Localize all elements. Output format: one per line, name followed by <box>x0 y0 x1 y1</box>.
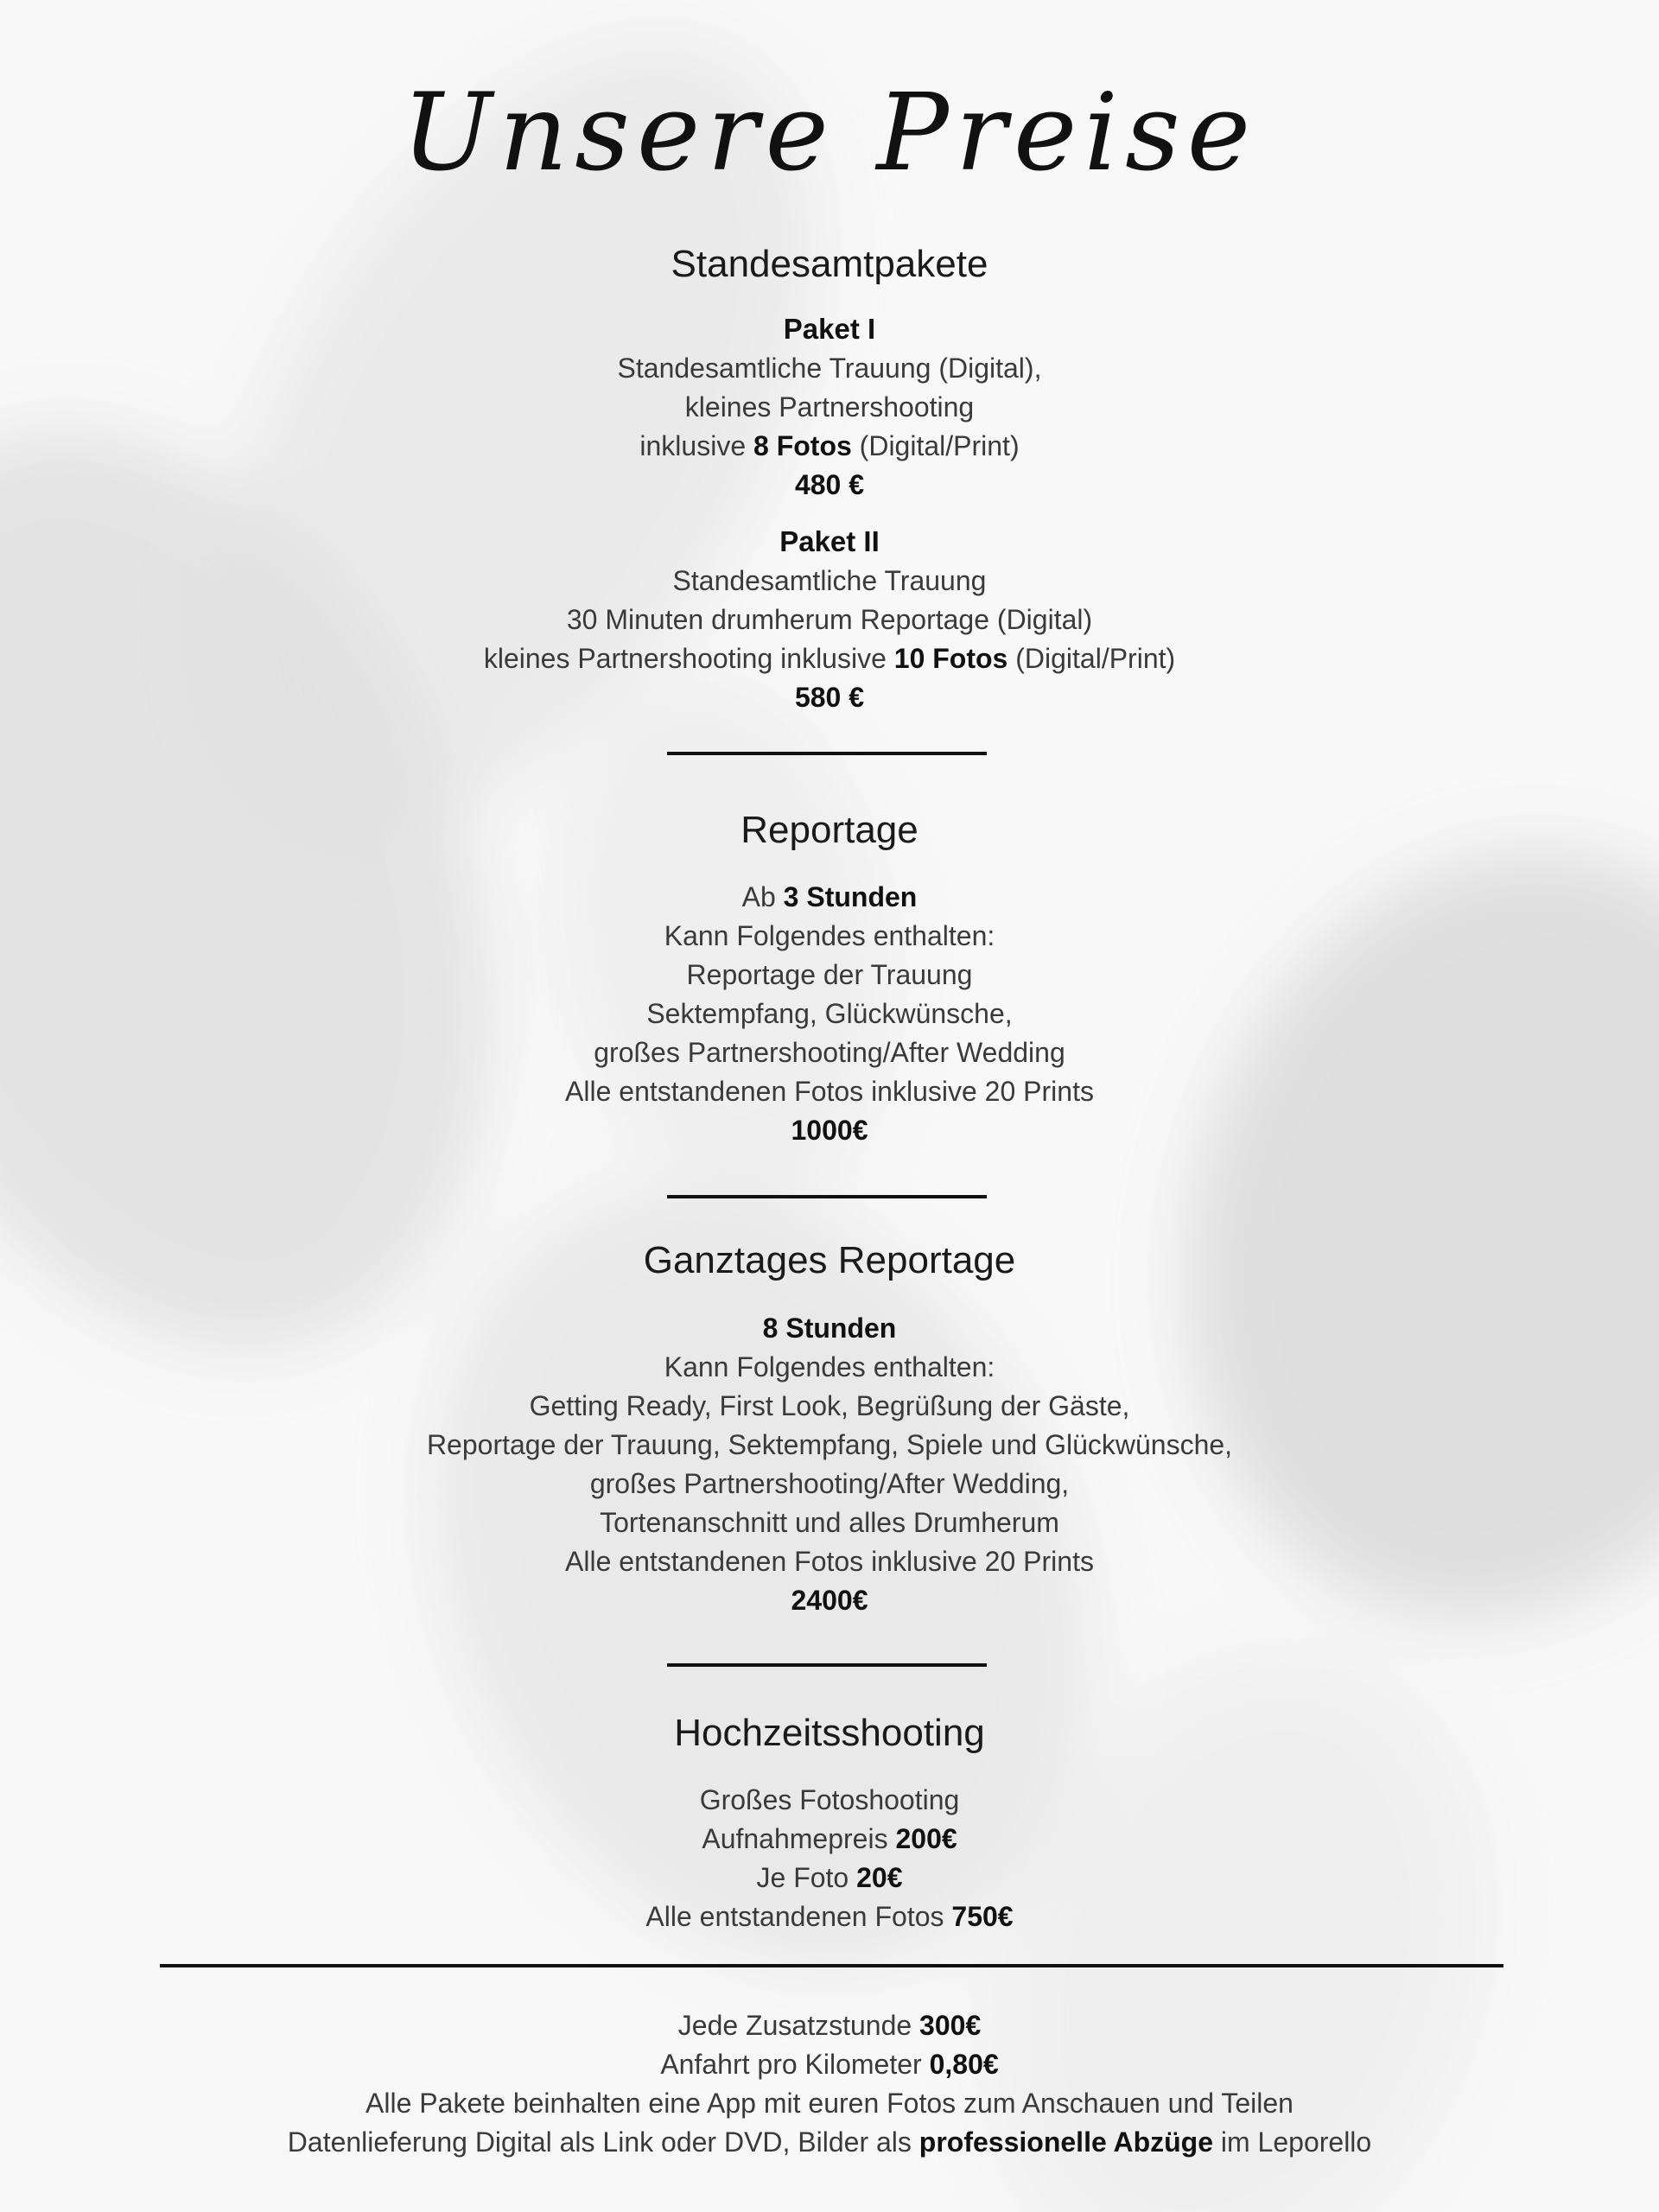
paket1-details <box>0 349 1659 505</box>
footer-notes <box>0 2006 1659 2162</box>
divider <box>667 1663 987 1667</box>
paket2-line2: 30 Minuten drumherum Reportage (Digital) <box>566 604 1093 635</box>
paket2-name: Paket II <box>779 525 880 557</box>
ganztages-line4: großes Partnershooting/After Wedding, <box>589 1468 1070 1499</box>
paket2-line3: kleines Partnershooting inklusive 10 Fotos (Digital/Print) <box>483 643 1176 674</box>
divider <box>667 1195 987 1198</box>
paket1-line2: kleines Partnershooting <box>684 391 975 423</box>
ganztages-price: 2400€ <box>791 1585 868 1616</box>
reportage-line1: Ab 3 Stunden <box>741 881 918 912</box>
divider <box>667 752 987 755</box>
footer-divider <box>160 1964 1503 1967</box>
reportage-line3: Reportage der Trauung <box>686 959 973 990</box>
footer-line4: Datenlieferung Digital als Link oder DVD, Bilder als professionelle Abzüge im Leporello <box>287 2126 1372 2158</box>
ganztages-line2: Getting Ready, First Look, Begrüßung der Gäste, <box>529 1390 1130 1421</box>
reportage-line5: großes Partnershooting/After Wedding <box>594 1037 1065 1068</box>
paket2-line1: Standesamtliche Trauung <box>672 565 987 596</box>
footer-line1: Jede Zusatzstunde 300€ <box>677 2010 982 2041</box>
reportage-details <box>0 878 1659 1150</box>
hochzeit-line4: Alle entstandenen Fotos 750€ <box>645 1901 1014 1932</box>
section-heading-standesamt: Standesamtpakete <box>671 243 988 285</box>
paket2-details <box>0 562 1659 717</box>
ganztages-line3: Reportage der Trauung, Sektempfang, Spiele und Glückwünsche, <box>426 1429 1233 1460</box>
reportage-price: 1000€ <box>791 1115 868 1146</box>
paket2-price: 580 € <box>794 682 865 713</box>
section-heading-reportage: Reportage <box>741 809 918 851</box>
hochzeit-details <box>0 1781 1659 1936</box>
footer-line3: Alle Pakete beinhalten eine App mit euren Fotos zum Anschauen und Teilen <box>365 2088 1294 2119</box>
ganztages-line6: Alle entstandenen Fotos inklusive 20 Prints <box>565 1546 1094 1577</box>
hochzeit-line2: Aufnahmepreis 200€ <box>702 1823 957 1854</box>
section-heading-ganztages: Ganztages Reportage <box>643 1239 1016 1281</box>
hochzeit-line3: Je Foto 20€ <box>756 1862 903 1893</box>
footer-line2: Anfahrt pro Kilometer 0,80€ <box>660 2049 999 2080</box>
ganztages-duration: 8 Stunden <box>762 1313 897 1344</box>
ganztages-line1: Kann Folgendes enthalten: <box>664 1351 995 1382</box>
paket1-line1: Standesamtliche Trauung (Digital), <box>617 353 1042 384</box>
section-heading-hochzeit: Hochzeitsshooting <box>674 1712 985 1754</box>
reportage-line4: Sektempfang, Glückwünsche, <box>646 998 1013 1029</box>
paket1-name: Paket I <box>783 313 876 345</box>
paket1-line3: inklusive 8 Fotos (Digital/Print) <box>639 430 1020 461</box>
ganztages-details <box>0 1309 1659 1620</box>
reportage-line6: Alle entstandenen Fotos inklusive 20 Prints <box>565 1076 1094 1107</box>
page-title: Unsere Preise <box>401 71 1258 195</box>
paket1-price: 480 € <box>794 469 865 500</box>
ganztages-line5: Tortenanschnitt und alles Drumherum <box>600 1507 1059 1538</box>
hochzeit-line1: Großes Fotoshooting <box>699 1784 960 1815</box>
reportage-line2: Kann Folgendes enthalten: <box>664 920 995 951</box>
